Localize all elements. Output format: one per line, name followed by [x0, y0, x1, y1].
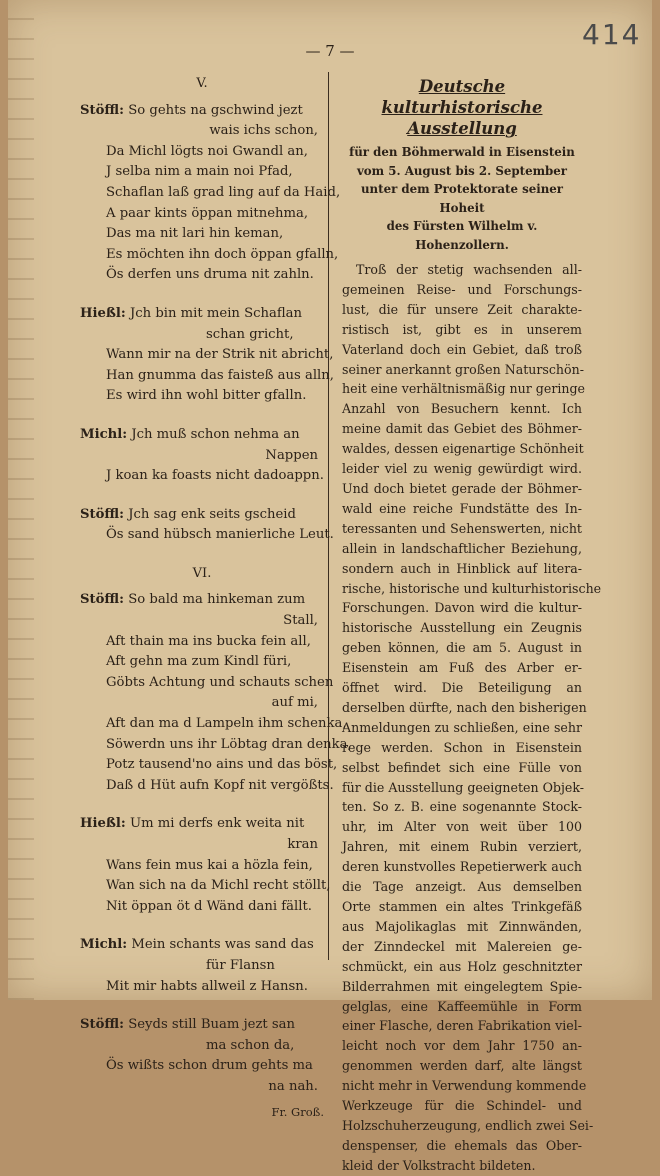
subtitle-line: vom 5. August bis 2. September: [356, 163, 568, 178]
article-line: selbst befindet sich eine Fülle von: [342, 759, 582, 775]
article-line: heit eine verhältnismäßig nur geringe: [342, 381, 585, 397]
article-line: uhr, im Alter von weit über 100: [342, 819, 582, 835]
verse-line: kran: [287, 837, 318, 852]
speaker: Stöffl:: [80, 102, 125, 118]
article-line: die Tage anzeigt. Aus demselben: [342, 879, 582, 895]
binding-edge: [8, 0, 34, 1000]
stanza-1: [80, 101, 341, 286]
subtitle-line: unter dem Protektorate seiner Hoheit: [360, 182, 564, 215]
article-line: rische, historische und kulturhistorische: [342, 580, 602, 596]
verse-line: Ös wißts schon drum gehts ma: [106, 1058, 313, 1074]
article-line: Forschungen. Davon wird die kultur-: [342, 600, 582, 616]
article-body: [342, 260, 602, 1176]
left-column: [80, 74, 352, 1122]
section-heading-vi: VI.: [192, 565, 212, 581]
article-subtitle: [342, 143, 582, 254]
article-line: Eisenstein am Fuß des Arber er-: [342, 660, 582, 676]
subtitle-line: des Fürsten Wilhelm v. Hohenzollern.: [386, 219, 538, 252]
article-line: öffnet wird. Die Beteiligung an: [342, 680, 582, 696]
verse-line: Jch bin mit mein Schaflan: [129, 305, 303, 321]
handwritten-number: 414: [582, 18, 642, 51]
article-line: Anzahl von Besuchern kennt. Ich: [342, 401, 582, 417]
verse-line: Daß d Hüt aufn Kopf nit vergößts.: [106, 777, 334, 793]
article-line: geben können, die am 5. August in: [342, 640, 582, 656]
article-line: leider viel zu wenig gewürdigt wird.: [342, 461, 582, 477]
article-line: ten. So z. B. eine sogenannte Stock-: [342, 799, 582, 815]
article-title: [342, 76, 582, 139]
verse-line: auf mi,: [271, 695, 318, 711]
article-line: wald eine reiche Fundstätte des In-: [342, 500, 582, 516]
article-line: Und doch bietet gerade der Böhmer-: [342, 480, 582, 496]
article-line: historische Ausstellung ein Zeugnis: [342, 620, 582, 636]
article-line: deren kunstvolles Repetierwerk auch: [342, 859, 582, 875]
verse-line: Ös derfen uns druma nit zahln.: [106, 267, 314, 283]
article-line: leicht noch vor dem Jahr 1750 an-: [342, 1038, 582, 1054]
stanza-7: [80, 935, 324, 997]
title-line: Ausstellung: [407, 119, 517, 138]
verse-line: schan gricht,: [206, 326, 294, 342]
article-line: einer Flasche, deren Fabrikation viel-: [342, 1018, 582, 1034]
article-line: meine damit das Gebiet des Böhmer-: [342, 421, 582, 437]
verse-line: Seyds still Buam jezt san: [128, 1017, 296, 1033]
speaker: Michl:: [80, 937, 128, 953]
verse-line: Es möchten ihn doch öppan gfalln,: [106, 246, 339, 262]
verse-line: Göbts Achtung und schauts schen: [106, 674, 334, 690]
speaker: Stöffl:: [80, 1017, 125, 1033]
article-line: rege werden. Schon in Eisenstein: [342, 739, 582, 755]
verse-line: J koan ka foasts nicht dadoappn.: [106, 468, 324, 484]
verse-line: ma schon da,: [206, 1037, 295, 1053]
verse-line: So bald ma hinkeman zum: [128, 592, 306, 608]
verse-line: Mein schants was sand das: [131, 937, 314, 953]
article-line: gemeinen Reise- und Forschungs-: [342, 281, 582, 297]
verse-line: Es wird ihn wohl bitter gfalln.: [106, 388, 307, 404]
article-line: ristisch ist, gibt es in unserem: [342, 321, 582, 337]
verse-line: Aft gehn ma zum Kindl füri,: [106, 654, 292, 670]
speaker: Stöffl:: [80, 506, 125, 522]
stanza-4: [80, 505, 334, 546]
subtitle-line: für den Böhmerwald in Eisenstein: [349, 145, 575, 159]
stanza-6: [80, 814, 331, 917]
article-line: nicht mehr in Verwendung kommende: [342, 1078, 587, 1094]
verse-line: Jch muß schon nehma an: [131, 426, 300, 442]
article-line: sondern auch in Hinblick auf litera-: [342, 560, 582, 576]
verse-line: Jch sag enk seits gscheid: [128, 506, 296, 522]
stanza-8: [80, 1015, 324, 1097]
verse-line: Wan sich na da Michl recht stöllt,: [106, 878, 331, 894]
verse-line: Nappen: [265, 447, 318, 463]
verse-line: für Flansn: [206, 957, 275, 973]
article-line: genommen werden darf, alte längst: [342, 1058, 582, 1074]
stanza-3: [80, 425, 324, 487]
verse-line: Stall,: [283, 613, 318, 629]
verse-line: Mit mir habts allweil z Hansn.: [106, 978, 308, 994]
verse-line: Das ma nit lari hin keman,: [106, 226, 284, 242]
article-line: Werkzeuge für die Schindel- und: [342, 1098, 582, 1114]
verse-line: na nah.: [268, 1078, 318, 1094]
verse-line: Wann mir na der Strik nit abricht,: [106, 347, 334, 363]
verse-line: Aft thain ma ins bucka fein all,: [106, 633, 311, 649]
article-line: lust, die für unsere Zeit charakte-: [342, 301, 582, 317]
page: [8, 0, 652, 1173]
speaker: Hießl:: [80, 816, 126, 832]
article-line: Jahren, mit einem Rubin verziert,: [342, 839, 582, 855]
article-line: waldes, dessen eigenartige Schönheit: [342, 441, 584, 457]
speaker: Stöffl:: [80, 592, 125, 608]
page-number: — 7 —: [305, 42, 355, 60]
article-line: aus Majolikaglas mit Zinnwänden,: [342, 918, 582, 934]
article-line: Orte stammen ein altes Trinkgefäß: [342, 899, 582, 914]
article-line: derselben dürfte, nach den bisherigen: [342, 699, 587, 715]
verse-line: Han gnumma das faisteß aus alln,: [106, 367, 334, 383]
verse-line: Schaflan laß grad ling auf da Haid,: [106, 184, 341, 200]
verse-line: Potz tausend'no ains und das böst,: [106, 757, 338, 773]
article-line: Troß der stetig wachsenden all-: [356, 262, 582, 277]
verse-line: So gehts na gschwind jezt: [128, 102, 303, 118]
speaker: Michl:: [80, 426, 128, 442]
article-line: allein in landschaftlicher Beziehung,: [342, 540, 582, 556]
article-line: für die Ausstellung geeigneten Objek-: [342, 779, 584, 795]
article-line: gelglas, eine Kaffeemühle in Form: [342, 998, 582, 1014]
column-divider: [328, 72, 329, 960]
article-line: seiner anerkannt großen Naturschön-: [342, 361, 584, 377]
right-column: [342, 76, 602, 1176]
stanza-5: [80, 590, 352, 796]
section-heading-v: V.: [196, 76, 208, 91]
verse-line: Nit öppan öt d Wänd dani fällt.: [106, 898, 312, 914]
verse-line: Ös sand hübsch manierliche Leut.: [106, 527, 334, 543]
verse-line: Aft dan ma d Lampeln ihm schenka,: [106, 716, 347, 732]
article-line: kleid der Volkstracht bildeten.: [342, 1157, 536, 1173]
verse-line: wais ichs schon,: [209, 123, 318, 139]
verse-line: Wans fein mus kai a hözla fein,: [106, 857, 313, 873]
article-line: Anmeldungen zu schließen, eine sehr: [342, 719, 582, 735]
article-line: denspenser, die ehemals das Ober-: [342, 1137, 582, 1153]
article-line: teressanten und Sehenswerten, nicht: [342, 520, 582, 536]
verse-line: Um mi derfs enk weita nit: [129, 816, 305, 832]
article-line: der Zinndeckel mit Malereien ge-: [342, 938, 582, 954]
verse-line: Da Michl lögts noi Gwandl an,: [106, 143, 308, 159]
title-line: Deutsche kulturhistorische: [381, 77, 543, 117]
verse-line: J selba nim a main noi Pfad,: [106, 164, 293, 180]
article-line: Holzschuherzeugung, endlich zwei Sei-: [342, 1117, 594, 1133]
article-line: Bilderrahmen mit eingelegtem Spie-: [342, 978, 582, 994]
verse-line: Söwerdn uns ihr Löbtag dran denka,: [106, 736, 352, 752]
author-signature: Fr. Groß.: [271, 1104, 324, 1119]
speaker: Hießl:: [80, 305, 126, 321]
article-line: schmückt, ein aus Holz geschnitzter: [342, 958, 582, 974]
article-line: Vaterland doch ein Gebiet, daß troß: [342, 341, 582, 357]
stanza-2: [80, 304, 334, 407]
verse-line: A paar kints öppan mitnehma,: [106, 205, 309, 221]
